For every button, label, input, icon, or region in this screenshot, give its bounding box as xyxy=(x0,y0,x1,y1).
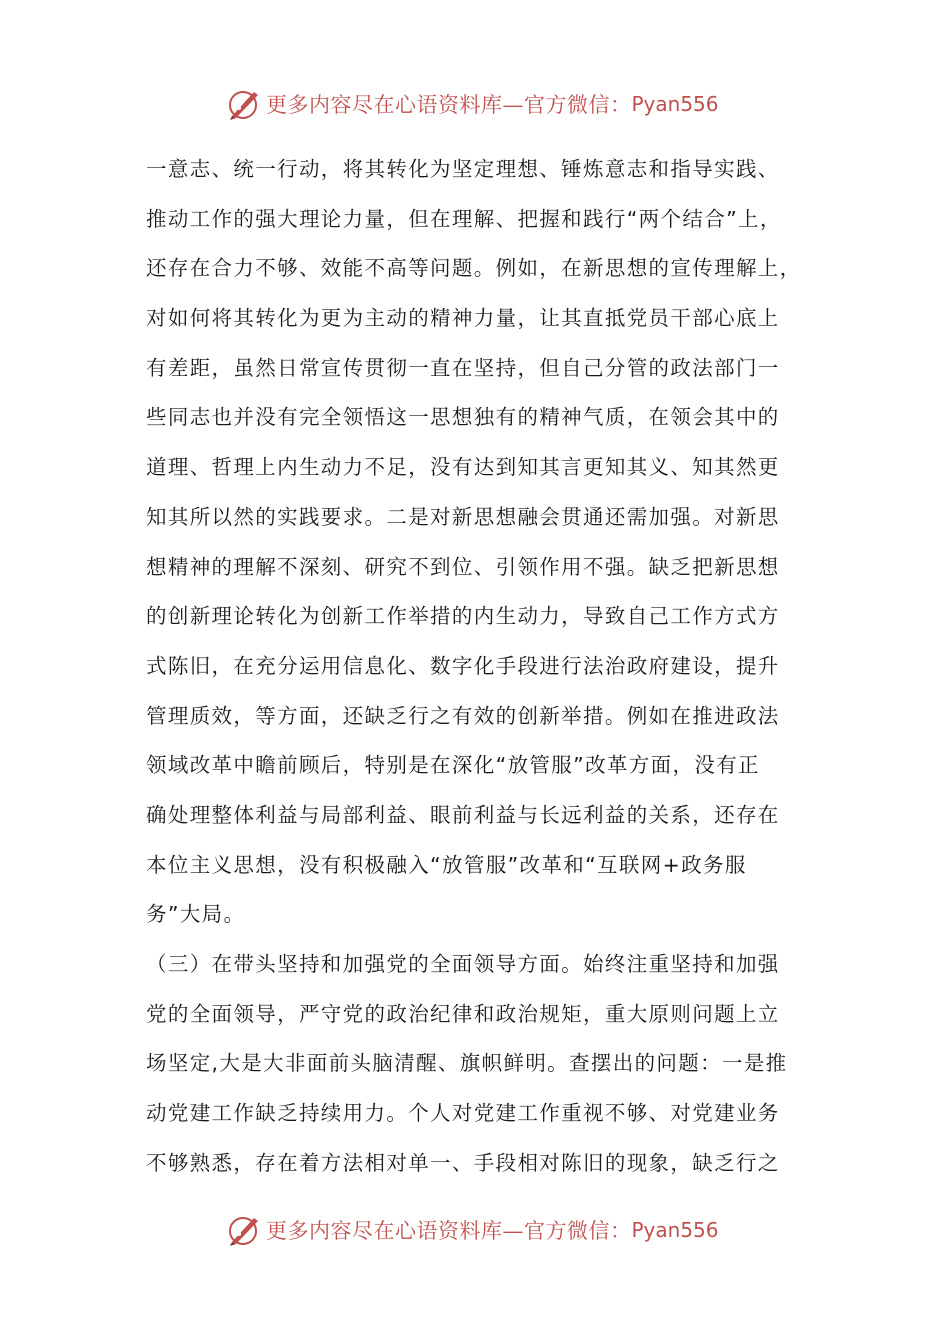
footer-watermark xyxy=(226,1210,719,1250)
pen-circle-logo-icon xyxy=(226,1212,262,1248)
text-line: 道理、哲理上内生动力不足，没有达到知其言更知其义、知其然更 xyxy=(146,455,780,480)
section-heading-line: （三）在带头坚持和加强党的全面领导方面。始终注重坚持和加强 xyxy=(146,952,780,976)
text-line: 推动工作的强大理论力量，但在理解、把握和践行“两个结合”上， xyxy=(146,206,782,231)
header-watermark xyxy=(226,84,719,124)
text-line: 对如何将其转化为更为主动的精神力量，让其直抵党员干部心底上 xyxy=(146,306,780,331)
watermark-wechat-id: Pyan556 xyxy=(631,1218,719,1242)
watermark-text: 更多内容尽在心语资料库—官方微信： xyxy=(266,93,632,117)
text-line: 式陈旧，在充分运用信息化、数字化手段进行法治政府建设，提升 xyxy=(146,653,780,678)
pen-circle-logo-icon xyxy=(226,86,262,122)
document-body xyxy=(146,145,818,1188)
text-line: 动党建工作缺乏持续用力。个人对党建工作重视不够、对党建业务 xyxy=(146,1101,780,1126)
text-line: 的创新理论转化为创新工作举措的内生动力，导致自己工作方式方 xyxy=(146,604,780,629)
text-line: 管理质效，等方面，还缺乏行之有效的创新举措。例如在推进政法 xyxy=(146,703,780,728)
text-line: 有差距，虽然日常宣传贯彻一直在坚持，但自己分管的政法部门一 xyxy=(146,355,780,380)
watermark-text: 更多内容尽在心语资料库—官方微信： xyxy=(266,1219,632,1243)
text-line: 确处理整体利益与局部利益、眼前利益与长远利益的关系，还存在 xyxy=(146,802,780,827)
text-line: 党的全面领导，严守党的政治纪律和政治规矩，重大原则问题上立 xyxy=(146,1001,780,1026)
text-line: 务”大局。 xyxy=(146,902,246,927)
text-line: 本位主义思想，没有积极融入“放管服”改革和“互联网+政务服 xyxy=(146,852,747,877)
text-line: 领域改革中瞻前顾后，特别是在深化“放管服”改革方面，没有正 xyxy=(146,753,760,778)
text-line: 知其所以然的实践要求。二是对新思想融会贯通还需加强。对新思 xyxy=(146,504,780,529)
text-line: 一意志、统一行动，将其转化为坚定理想、锤炼意志和指导实践、 xyxy=(146,157,780,181)
text-line: 想精神的理解不深刻、研究不到位、引领作用不强。缺乏把新思想 xyxy=(146,554,780,579)
text-line: 场坚定,大是大非面前头脑清醒、旗帜鲜明。查摆出的问题：一是推 xyxy=(146,1051,788,1076)
text-line: 还存在合力不够、效能不高等问题。例如，在新思想的宣传理解上， xyxy=(146,256,802,281)
text-line: 些同志也并没有完全领悟这一思想独有的精神气质，在领会其中的 xyxy=(146,405,780,430)
watermark-wechat-id: Pyan556 xyxy=(631,92,719,116)
text-line: 不够熟悉，存在着方法相对单一、手段相对陈旧的现象，缺乏行之 xyxy=(146,1150,780,1175)
